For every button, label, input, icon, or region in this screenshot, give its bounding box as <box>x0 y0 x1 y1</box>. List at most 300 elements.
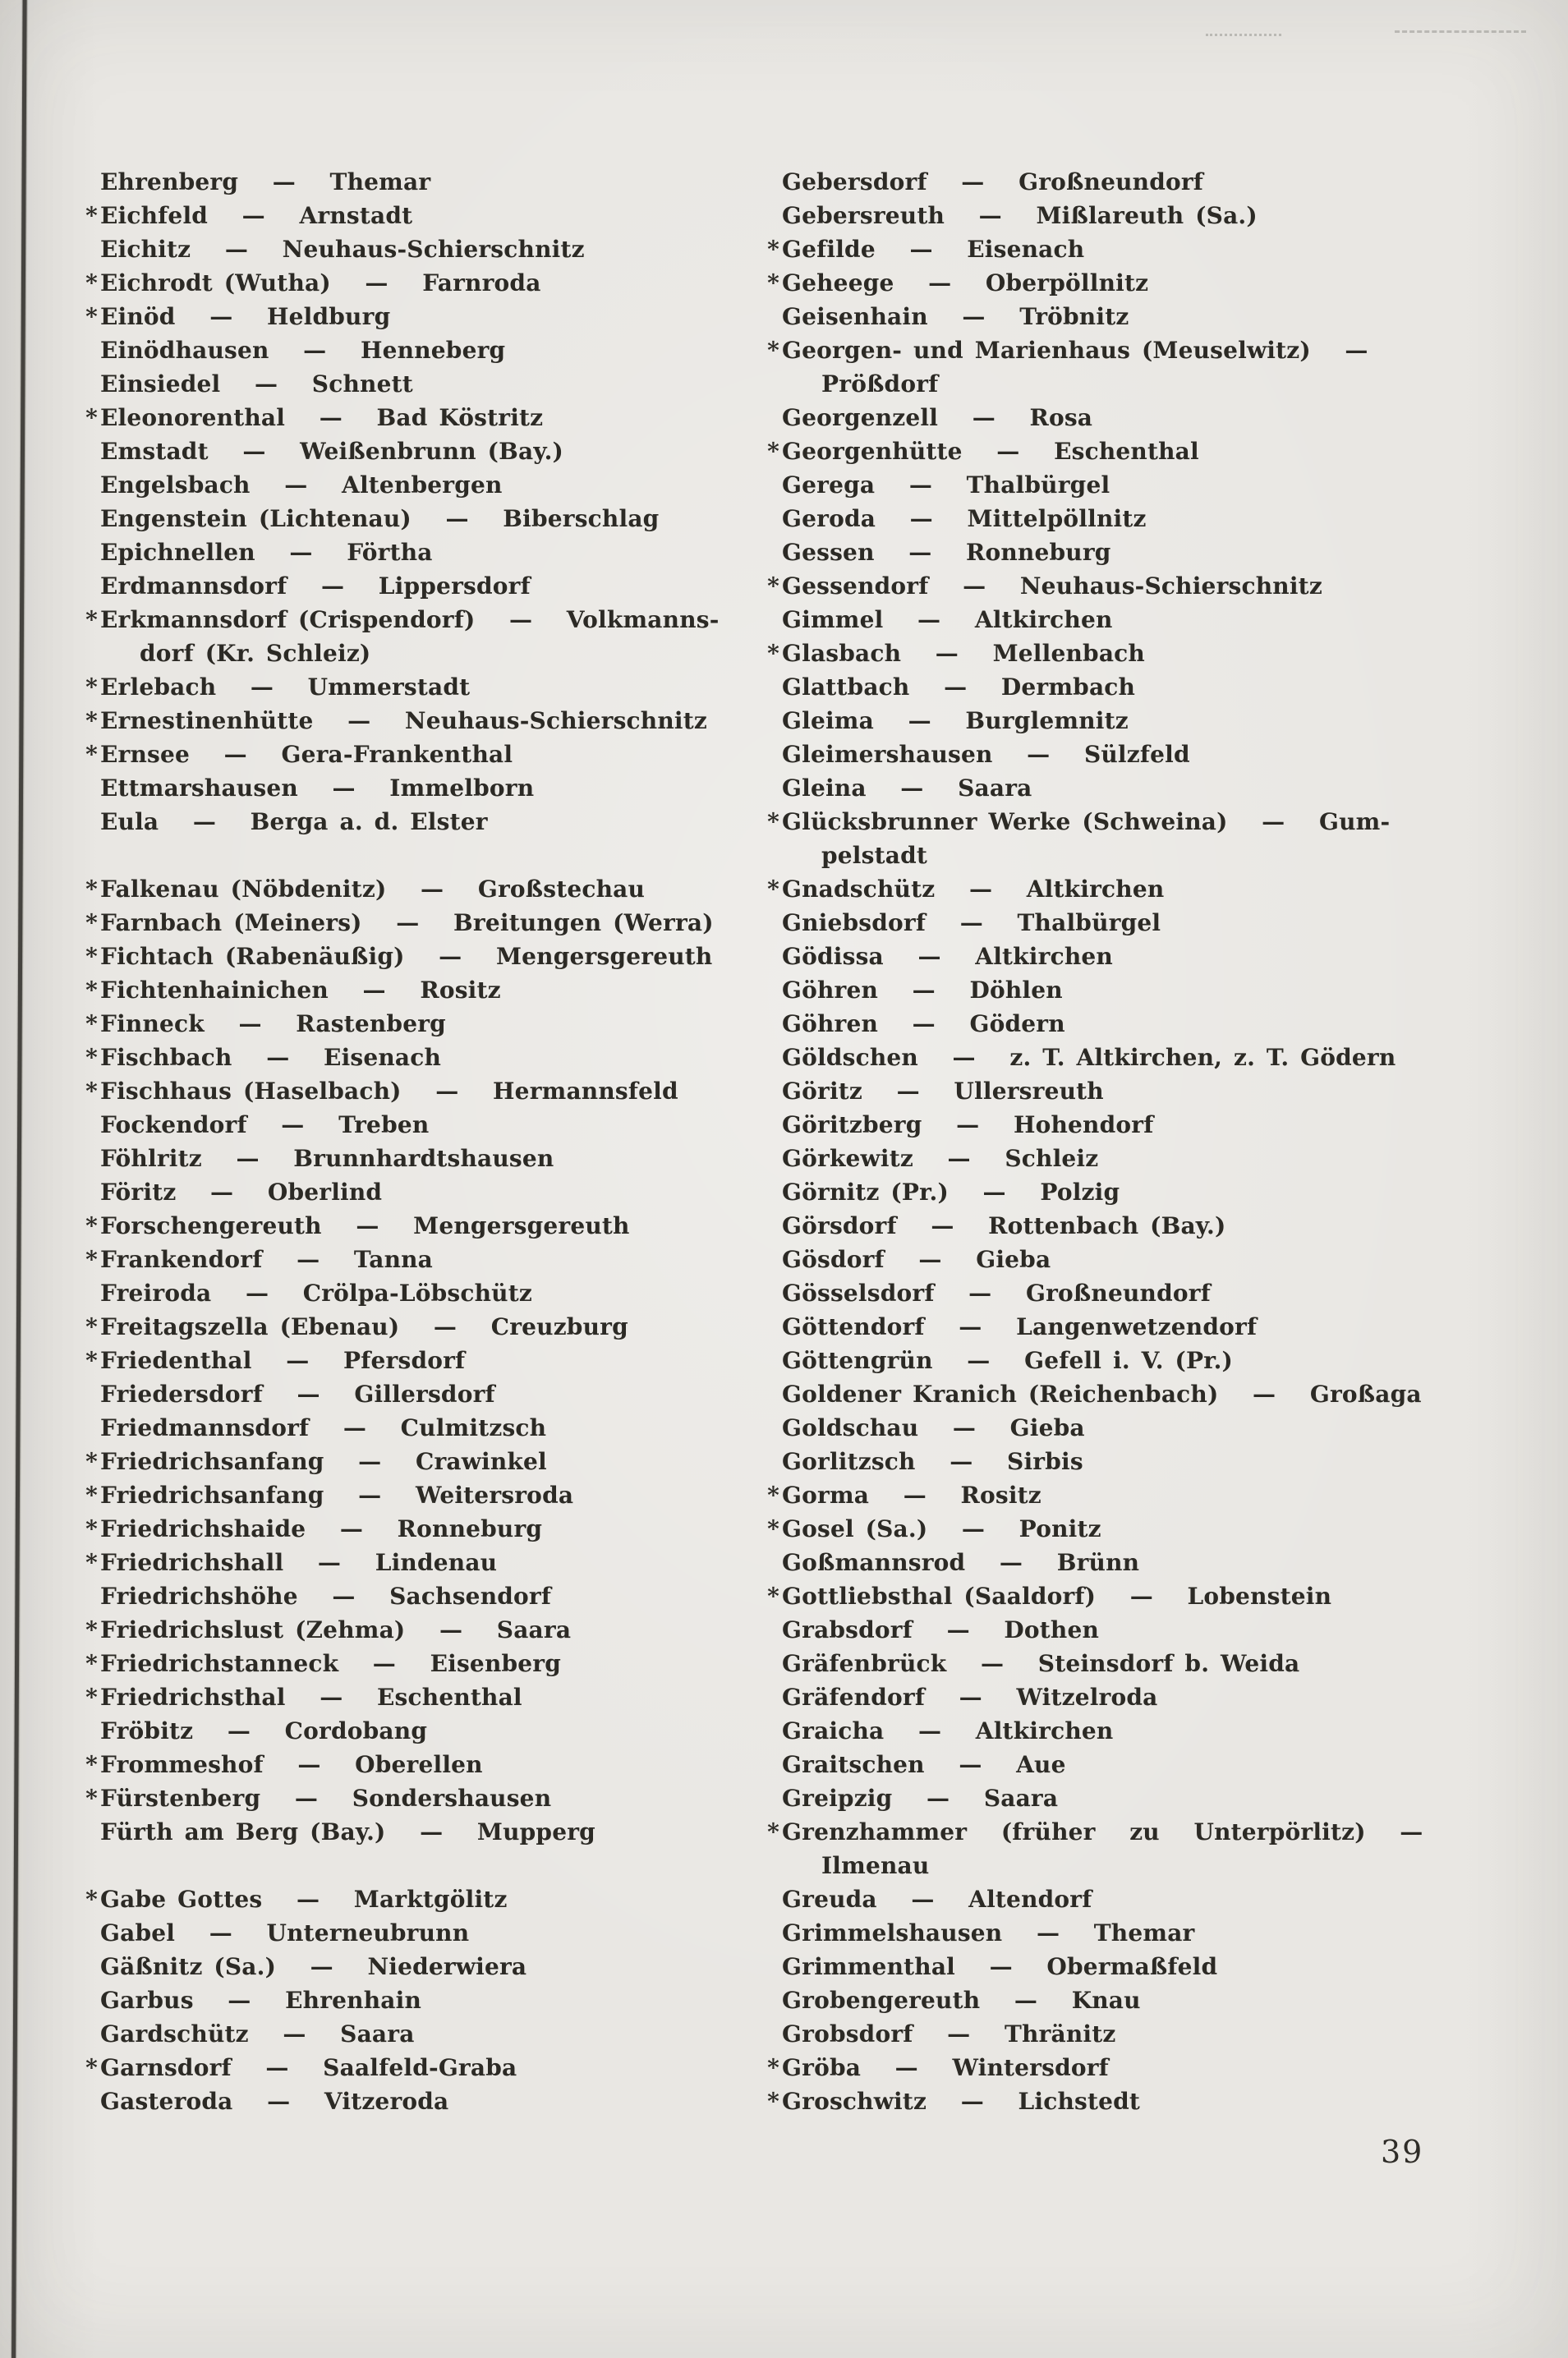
asterisk-marker: * <box>767 876 779 903</box>
entry-text: Prößdorf <box>821 370 939 398</box>
asterisk-marker <box>761 1882 782 1916</box>
asterisk-marker <box>79 1579 100 1613</box>
entry-text: dorf (Kr. Schleiz) <box>140 640 371 667</box>
entry-line <box>761 300 1559 333</box>
asterisk-marker: * <box>767 1818 779 1845</box>
entry-text: Engelsbach — Altenbergen <box>100 471 503 499</box>
asterisk-marker <box>761 468 782 502</box>
asterisk-marker <box>79 805 100 839</box>
asterisk-marker: * <box>767 640 779 667</box>
entry-line <box>761 1849 1559 1882</box>
entry-line <box>761 1613 1559 1647</box>
asterisk-marker <box>761 1074 782 1108</box>
entry-text: Eula — Berga a. d. Elster <box>100 808 488 835</box>
entry-line <box>761 1041 1559 1074</box>
entry-text: Gasteroda — Vitzeroda <box>100 2088 449 2115</box>
entry-text: Grimmenthal — Obermaßfeld <box>782 1953 1218 1980</box>
asterisk-marker: * <box>85 943 98 970</box>
entry-line <box>761 1546 1559 1579</box>
entry-text: Eleonorenthal — Bad Köstritz <box>100 404 544 431</box>
asterisk-marker <box>761 1647 782 1680</box>
entry-text: Göttengrün — Gefell i. V. (Pr.) <box>782 1347 1233 1374</box>
entry-line <box>761 906 1559 940</box>
asterisk-marker: * <box>85 1616 98 1643</box>
entry-text: Greuda — Altendorf <box>782 1886 1092 1913</box>
entry-line <box>761 1209 1559 1243</box>
asterisk-marker: * <box>85 1347 98 1374</box>
entry-line <box>79 333 769 367</box>
entry-line <box>79 771 769 805</box>
asterisk-marker <box>761 1983 782 2017</box>
asterisk-marker: * <box>85 707 98 734</box>
asterisk-marker <box>79 535 100 569</box>
entry-text: Erlebach — Ummerstadt <box>100 673 471 701</box>
asterisk-marker <box>761 1849 782 1882</box>
entry-text: Fockendorf — Treben <box>100 1111 430 1138</box>
asterisk-marker <box>761 704 782 738</box>
entry-text: Friedrichsthal — Eschenthal <box>100 1684 522 1711</box>
asterisk-marker <box>761 603 782 637</box>
entry-text: Einödhausen — Henneberg <box>100 337 506 364</box>
entry-line <box>761 333 1559 367</box>
entry-line <box>79 805 769 839</box>
entry-text: Glattbach — Dermbach <box>782 673 1136 701</box>
entry-line <box>761 940 1559 973</box>
entry-line <box>761 2051 1559 2085</box>
asterisk-marker <box>761 367 782 401</box>
asterisk-marker <box>79 1983 100 2017</box>
asterisk-marker: * <box>85 1482 98 1509</box>
entry-line <box>79 266 769 300</box>
entry-text: Görsdorf — Rottenbach (Bay.) <box>782 1212 1226 1239</box>
entry-line <box>79 1815 769 1849</box>
entry-line <box>79 569 769 603</box>
entry-line <box>761 1108 1559 1142</box>
entry-text: Ettmarshausen — Immelborn <box>100 775 535 802</box>
entry-text: Gösdorf — Gieba <box>782 1246 1051 1273</box>
asterisk-marker: * <box>85 1212 98 1239</box>
entry-line <box>761 1748 1559 1781</box>
entry-text: Eichfeld — Arnstadt <box>100 202 413 229</box>
entry-text: Grobengereuth — Knau <box>782 1987 1141 2014</box>
entry-line <box>761 1647 1559 1680</box>
entry-line <box>761 670 1559 704</box>
entry-line <box>79 2051 769 2085</box>
entry-line <box>761 1276 1559 1310</box>
entry-line <box>79 1310 769 1344</box>
entry-line <box>761 569 1559 603</box>
entry-line <box>761 1142 1559 1175</box>
asterisk-marker <box>79 434 100 468</box>
asterisk-marker: * <box>85 673 98 701</box>
entry-line <box>761 1074 1559 1108</box>
entry-text: Fröbitz — Cordobang <box>100 1717 428 1744</box>
entry-line <box>79 1579 769 1613</box>
entry-line <box>79 232 769 266</box>
entry-text: Graitschen — Aue <box>782 1751 1066 1778</box>
asterisk-marker <box>79 1411 100 1445</box>
entry-line <box>761 535 1559 569</box>
entry-text: Falkenau (Nöbdenitz) — Großstechau <box>100 876 646 903</box>
asterisk-marker: * <box>85 202 98 229</box>
entry-text: Graicha — Altkirchen <box>782 1717 1114 1744</box>
entry-line <box>79 1243 769 1276</box>
asterisk-marker <box>761 165 782 199</box>
entry-line <box>761 973 1559 1007</box>
entry-text: Gödissa — Altkirchen <box>782 943 1113 970</box>
entry-text: Friedrichsanfang — Crawinkel <box>100 1448 547 1475</box>
entry-text: Groschwitz — Lichstedt <box>782 2088 1141 2115</box>
entry-line <box>79 1882 769 1916</box>
entry-text: Gorma — Rositz <box>782 1482 1042 1509</box>
entry-line <box>79 1209 769 1243</box>
entry-text: Erdmannsdorf — Lippersdorf <box>100 572 531 600</box>
entry-text: Gräfendorf — Witzelroda <box>782 1684 1158 1711</box>
asterisk-marker <box>761 1445 782 1478</box>
entry-text: Farnbach (Meiners) — Breitungen (Werra) <box>100 909 714 936</box>
entry-line <box>761 805 1559 839</box>
entry-line <box>79 940 769 973</box>
asterisk-marker <box>761 535 782 569</box>
asterisk-marker <box>761 839 782 872</box>
asterisk-marker <box>79 637 100 670</box>
entry-line <box>79 1041 769 1074</box>
asterisk-marker: * <box>767 808 779 835</box>
entry-text: Fürth am Berg (Bay.) — Mupperg <box>100 1818 595 1845</box>
asterisk-marker <box>79 1950 100 1983</box>
entry-line <box>79 1748 769 1781</box>
asterisk-marker <box>761 1613 782 1647</box>
asterisk-marker <box>761 1007 782 1041</box>
asterisk-marker <box>761 401 782 434</box>
entry-text: Ehrenberg — Themar <box>100 168 431 195</box>
asterisk-marker <box>79 1714 100 1748</box>
entry-line <box>79 468 769 502</box>
entry-line <box>761 1983 1559 2017</box>
entry-text: Ernsee — Gera-Frankenthal <box>100 741 513 768</box>
asterisk-marker: * <box>85 1313 98 1340</box>
entry-text: Görnitz (Pr.) — Polzig <box>782 1179 1120 1206</box>
entry-line <box>761 1714 1559 1748</box>
entry-text: Freitagszella (Ebenau) — Creuzburg <box>100 1313 628 1340</box>
asterisk-marker <box>761 1310 782 1344</box>
entry-text: Göhren — Döhlen <box>782 977 1063 1004</box>
entry-text: Frankendorf — Tanna <box>100 1246 434 1273</box>
entry-line <box>79 1411 769 1445</box>
asterisk-marker: * <box>85 2054 98 2081</box>
asterisk-marker <box>761 1916 782 1950</box>
entry-text: Gerega — Thalbürgel <box>782 471 1110 499</box>
entry-text: Friedersdorf — Gillersdorf <box>100 1381 495 1408</box>
entry-text: Gleimershausen — Sülzfeld <box>782 741 1190 768</box>
entry-text: Gäßnitz (Sa.) — Niederwiera <box>100 1953 527 1980</box>
entry-text: Gefilde — Eisenach <box>782 236 1085 263</box>
entry-line <box>79 1546 769 1579</box>
asterisk-marker <box>79 165 100 199</box>
entry-text: Göritz — Ullersreuth <box>782 1078 1104 1105</box>
entry-line <box>79 704 769 738</box>
entry-line <box>79 1344 769 1377</box>
entry-line <box>79 1445 769 1478</box>
asterisk-marker <box>761 1344 782 1377</box>
entry-text: Georgen- und Marienhaus (Meuselwitz) — <box>782 337 1368 364</box>
entry-text: Geheege — Oberpöllnitz <box>782 269 1149 296</box>
left-column <box>79 165 769 2118</box>
entry-line <box>79 1175 769 1209</box>
entry-text: Finneck — Rastenberg <box>100 1010 446 1037</box>
entry-text: Fichtenhainichen — Rositz <box>100 977 501 1004</box>
asterisk-marker: * <box>85 1785 98 1812</box>
entry-text: Grenzhammer (früher zu Unterpörlitz) — <box>782 1818 1423 1845</box>
entry-text: Erkmannsdorf (Crispendorf) — Volkmanns- <box>100 606 720 633</box>
entry-text: Friedenthal — Pfersdorf <box>100 1347 466 1374</box>
asterisk-marker: * <box>85 1044 98 1071</box>
asterisk-marker: * <box>85 1515 98 1542</box>
asterisk-marker: * <box>85 909 98 936</box>
entry-text: Engenstein (Lichtenau) — Biberschlag <box>100 505 660 532</box>
entry-text: Friedrichstanneck — Eisenberg <box>100 1650 562 1677</box>
entry-text: Friedmannsdorf — Culmitzsch <box>100 1414 547 1441</box>
entry-text: Fürstenberg — Sondershausen <box>100 1785 552 1812</box>
entry-line <box>761 468 1559 502</box>
entry-line <box>761 1175 1559 1209</box>
entry-line <box>761 704 1559 738</box>
entry-text: Gräfenbrück — Steinsdorf b. Weida <box>782 1650 1300 1677</box>
asterisk-marker <box>79 2085 100 2118</box>
entry-line <box>79 367 769 401</box>
asterisk-marker: * <box>767 2054 779 2081</box>
top-smudge-mark <box>1206 34 1281 36</box>
entry-line <box>761 1512 1559 1546</box>
entry-line <box>761 1579 1559 1613</box>
entry-text: Friedrichshall — Lindenau <box>100 1549 498 1576</box>
asterisk-marker: * <box>85 1650 98 1677</box>
entry-line <box>761 1377 1559 1411</box>
entry-line <box>79 670 769 704</box>
entry-text: Fichtach (Rabenäußig) — Mengersgereuth <box>100 943 713 970</box>
entry-text: Goldschau — Gieba <box>782 1414 1085 1441</box>
entry-text: Grobsdorf — Thränitz <box>782 2020 1116 2048</box>
entry-line <box>79 637 769 670</box>
asterisk-marker: * <box>85 1684 98 1711</box>
asterisk-marker <box>761 1680 782 1714</box>
asterisk-marker <box>79 1916 100 1950</box>
asterisk-marker: * <box>85 876 98 903</box>
entry-line <box>79 1680 769 1714</box>
entry-text: Gleina — Saara <box>782 775 1032 802</box>
asterisk-marker <box>79 1175 100 1209</box>
entry-line <box>79 434 769 468</box>
asterisk-marker <box>761 771 782 805</box>
asterisk-marker <box>761 1748 782 1781</box>
entry-line <box>79 1108 769 1142</box>
entry-text: Einsiedel — Schnett <box>100 370 413 398</box>
entry-line <box>761 839 1559 872</box>
asterisk-marker <box>761 1714 782 1748</box>
entry-text: Gimmel — Altkirchen <box>782 606 1113 633</box>
asterisk-marker: * <box>85 1886 98 1913</box>
entry-line <box>761 2017 1559 2051</box>
asterisk-marker: * <box>767 269 779 296</box>
asterisk-marker <box>761 1041 782 1074</box>
entry-line <box>761 1445 1559 1478</box>
entry-text: Einöd — Heldburg <box>100 303 391 330</box>
entry-line <box>761 1916 1559 1950</box>
asterisk-marker: * <box>767 1583 779 1610</box>
entry-line <box>79 1276 769 1310</box>
asterisk-marker: * <box>85 606 98 633</box>
entry-text: Gabel — Unterneubrunn <box>100 1919 470 1947</box>
entry-line <box>79 906 769 940</box>
entry-line <box>79 1950 769 1983</box>
asterisk-marker <box>761 300 782 333</box>
entry-line <box>761 401 1559 434</box>
asterisk-marker: * <box>85 1246 98 1273</box>
entry-line <box>761 165 1559 199</box>
entry-text: Garbus — Ehrenhain <box>100 1987 422 2014</box>
entry-text: Freiroda — Crölpa-Löbschütz <box>100 1280 532 1307</box>
entry-text: Georgenhütte — Eschenthal <box>782 438 1199 465</box>
entry-line <box>761 1007 1559 1041</box>
asterisk-marker: * <box>767 236 779 263</box>
entry-text: Föritz — Oberlind <box>100 1179 383 1206</box>
entry-line <box>79 1613 769 1647</box>
asterisk-marker <box>79 1815 100 1849</box>
entry-text: Gniebsdorf — Thalbürgel <box>782 909 1161 936</box>
asterisk-marker <box>761 1276 782 1310</box>
entry-text: Eichrodt (Wutha) — Farnroda <box>100 269 541 296</box>
entry-line <box>761 2085 1559 2118</box>
asterisk-marker <box>761 199 782 232</box>
entry-line <box>761 367 1559 401</box>
asterisk-marker: * <box>85 269 98 296</box>
asterisk-marker <box>761 1546 782 1579</box>
entry-text: Georgenzell — Rosa <box>782 404 1093 431</box>
entry-line <box>761 637 1559 670</box>
asterisk-marker <box>761 2017 782 2051</box>
entry-line <box>79 1916 769 1950</box>
entry-line <box>79 1007 769 1041</box>
entry-text: Ilmenau <box>821 1852 930 1879</box>
entry-text: Epichnellen — Förtha <box>100 539 433 566</box>
asterisk-marker <box>761 906 782 940</box>
asterisk-marker <box>761 502 782 535</box>
asterisk-marker <box>761 738 782 771</box>
left-binding-rule <box>11 0 27 2358</box>
entry-text: Göhren — Gödern <box>782 1010 1065 1037</box>
entry-text: Frommeshof — Oberellen <box>100 1751 483 1778</box>
entry-line <box>79 401 769 434</box>
entry-text: Ernestinenhütte — Neuhaus-Schierschnitz <box>100 707 707 734</box>
asterisk-marker: * <box>85 303 98 330</box>
entry-text: Gessendorf — Neuhaus-Schierschnitz <box>782 572 1322 600</box>
entry-text: Grabsdorf — Dothen <box>782 1616 1100 1643</box>
entry-text: Gottliebsthal (Saaldorf) — Lobenstein <box>782 1583 1332 1610</box>
asterisk-marker: * <box>767 438 779 465</box>
entry-line <box>761 266 1559 300</box>
entry-text: Greipzig — Saara <box>782 1785 1059 1812</box>
entry-text: Gessen — Ronneburg <box>782 539 1111 566</box>
entry-text: Goßmannsrod — Brünn <box>782 1549 1140 1576</box>
entry-line <box>761 1411 1559 1445</box>
entry-text: Gabe Gottes — Marktgölitz <box>100 1886 508 1913</box>
entry-text: Friedrichslust (Zehma) — Saara <box>100 1616 572 1643</box>
entry-line <box>761 1882 1559 1916</box>
asterisk-marker <box>761 1142 782 1175</box>
asterisk-marker <box>761 973 782 1007</box>
entry-text: Gosel (Sa.) — Ponitz <box>782 1515 1101 1542</box>
asterisk-marker <box>79 771 100 805</box>
entry-line <box>79 2017 769 2051</box>
asterisk-marker <box>761 1781 782 1815</box>
asterisk-marker <box>761 1209 782 1243</box>
entry-text: Friedrichshaide — Ronneburg <box>100 1515 543 1542</box>
entry-text: Garnsdorf — Saalfeld-Graba <box>100 2054 517 2081</box>
entry-line <box>761 1781 1559 1815</box>
asterisk-marker: * <box>85 1751 98 1778</box>
entry-line <box>79 1377 769 1411</box>
asterisk-marker: * <box>85 1549 98 1576</box>
entry-text: Fischhaus (Haselbach) — Hermannsfeld <box>100 1078 678 1105</box>
entry-text: pelstadt <box>821 842 927 869</box>
entry-line <box>79 535 769 569</box>
entry-line <box>761 1680 1559 1714</box>
entry-line <box>761 1950 1559 1983</box>
entry-line <box>79 1714 769 1748</box>
entry-line <box>79 300 769 333</box>
entry-line <box>79 1781 769 1815</box>
entry-text: Grimmelshausen — Themar <box>782 1919 1195 1947</box>
asterisk-marker <box>761 940 782 973</box>
entry-line <box>79 1142 769 1175</box>
entry-text: Eichitz — Neuhaus-Schierschnitz <box>100 236 585 263</box>
entry-line <box>79 1074 769 1108</box>
asterisk-marker <box>761 1108 782 1142</box>
asterisk-marker: * <box>767 572 779 600</box>
asterisk-marker <box>79 2017 100 2051</box>
entry-text: Geisenhain — Tröbnitz <box>782 303 1129 330</box>
asterisk-marker <box>79 1142 100 1175</box>
entry-text: Fischbach — Eisenach <box>100 1044 442 1071</box>
asterisk-marker <box>761 1243 782 1276</box>
top-smudge-mark <box>1395 30 1526 33</box>
entry-line <box>761 1310 1559 1344</box>
asterisk-marker: * <box>85 1078 98 1105</box>
entry-text: Gröba — Wintersdorf <box>782 2054 1109 2081</box>
entry-line <box>761 502 1559 535</box>
entry-text: Friedrichshöhe — Sachsendorf <box>100 1583 552 1610</box>
entry-text: Gardschütz — Saara <box>100 2020 415 2048</box>
entry-text: Gebersdorf — Großneundorf <box>782 168 1204 195</box>
entry-text: Göritzberg — Hohendorf <box>782 1111 1154 1138</box>
asterisk-marker <box>79 1108 100 1142</box>
entry-line <box>79 1512 769 1546</box>
asterisk-marker <box>761 1377 782 1411</box>
entry-line <box>761 872 1559 906</box>
asterisk-marker <box>79 232 100 266</box>
entry-line <box>79 165 769 199</box>
asterisk-marker: * <box>85 1010 98 1037</box>
asterisk-marker: * <box>767 2088 779 2115</box>
entry-line <box>761 603 1559 637</box>
entry-text: Gorlitzsch — Sirbis <box>782 1448 1083 1475</box>
asterisk-marker: * <box>85 1448 98 1475</box>
entry-text: Gösselsdorf — Großneundorf <box>782 1280 1211 1307</box>
entry-text: Glasbach — Mellenbach <box>782 640 1145 667</box>
right-column <box>761 165 1559 2118</box>
entry-text: Gnadschütz — Altkirchen <box>782 876 1165 903</box>
entry-text: Görkewitz — Schleiz <box>782 1145 1099 1172</box>
